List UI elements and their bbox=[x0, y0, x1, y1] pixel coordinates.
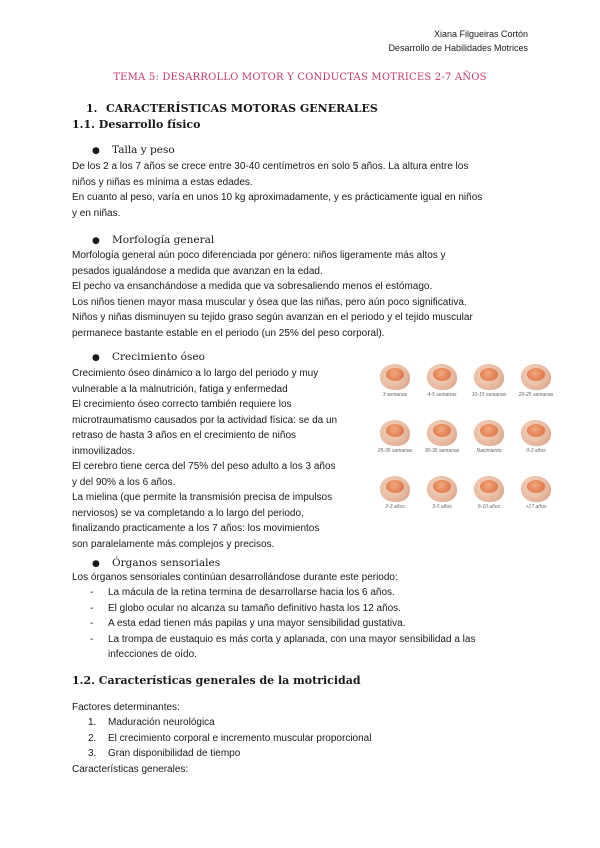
text-line: Factores determinantes: bbox=[72, 702, 180, 713]
factors-list bbox=[88, 715, 371, 762]
list-item: 2. El crecimiento corporal e incremento muscular proporcional bbox=[88, 731, 371, 747]
text-line: y del 90% a los 6 años. bbox=[72, 476, 176, 488]
brain-illustration bbox=[480, 424, 498, 437]
text-line: microtraumatismo causados por la actividad física: se da un bbox=[72, 414, 338, 426]
bullet-label: Morfología general bbox=[112, 234, 215, 246]
list-item: 1. Maduración neurológica bbox=[88, 715, 371, 731]
text-line: y en niñas. bbox=[72, 207, 121, 219]
dash-icon: - bbox=[90, 602, 94, 614]
text-line: nerviosos) se va completando a lo largo del periodo, bbox=[72, 507, 304, 519]
section-1-number: 1. bbox=[86, 102, 98, 115]
figure-caption: 6-10 años bbox=[477, 504, 501, 510]
brain-illustration bbox=[433, 368, 451, 381]
brain-illustration bbox=[527, 368, 545, 381]
dash-icon: - bbox=[90, 633, 94, 645]
figure-caption: 10-15 semanas bbox=[471, 392, 507, 398]
figure-caption: >17 años bbox=[525, 504, 547, 510]
text-line: pesados igualándose a medida que avanzan en la edad. bbox=[72, 265, 323, 277]
bullet-label: Talla y peso bbox=[112, 144, 175, 156]
header-course: Desarrollo de Habilidades Motrices bbox=[388, 43, 528, 53]
text-line: Los niños tienen mayor masa muscular y ósea que las niñas, pero aún poco significativa. bbox=[72, 296, 467, 308]
figure-caption: 3-5 años bbox=[432, 504, 452, 510]
list-item: - La mácula de la retina termina de desarrollarse hacia los 6 años. bbox=[90, 585, 475, 601]
bullet-dot-icon: ● bbox=[92, 236, 100, 246]
figure-caption: 20-25 semanas bbox=[518, 392, 554, 398]
figure-cell bbox=[466, 418, 512, 458]
text-line: Niños y niñas disminuyen su tejido graso según avanzan en el periodo y el tejido muscular bbox=[72, 312, 473, 323]
text-line: retraso de hasta 3 años en el crecimiento de niños bbox=[72, 430, 297, 441]
brain-development-figure bbox=[372, 362, 560, 528]
text-line: son paralelamente más complejos y precisos. bbox=[72, 538, 275, 550]
bullet-morfologia bbox=[92, 234, 214, 246]
bullet-talla-peso bbox=[92, 144, 175, 156]
text-line: Morfología general aún poco diferenciada por género: niños ligeramente más altos y bbox=[72, 250, 446, 261]
figure-caption: 30-35 semanas bbox=[424, 448, 460, 454]
section-1-title: CARACTERÍSTICAS MOTORAS GENERALES bbox=[106, 102, 378, 115]
brain-illustration bbox=[480, 368, 498, 381]
text-line: El pecho va ensanchándose a medida que va sobresaliendo menos el estómago. bbox=[72, 281, 433, 292]
general-label bbox=[72, 762, 532, 778]
paragraph-morfologia bbox=[72, 248, 532, 341]
text-line: vulnerable a la malnutrición, fatiga y enfermedad bbox=[72, 383, 288, 395]
text-line: Los órganos sensoriales continúan desarrollándose durante este periodo: bbox=[72, 572, 398, 583]
list-number: 3. bbox=[88, 748, 97, 759]
figure-cell bbox=[372, 418, 418, 458]
figure-cell bbox=[419, 474, 465, 514]
text-line: El crecimiento óseo correcto también requiere los bbox=[72, 399, 292, 410]
figure-cell bbox=[419, 362, 465, 402]
bullet-label: Crecimiento óseo bbox=[112, 351, 205, 363]
brain-illustration bbox=[386, 368, 404, 381]
paragraph-talla-peso bbox=[72, 159, 532, 221]
text-line: En cuanto al peso, varía en unos 10 kg aproximadamente, y es prácticamente igual en niños bbox=[72, 192, 483, 203]
figure-caption: 2-3 años bbox=[385, 504, 405, 510]
document-title: TEMA 5: DESARROLLO MOTOR Y CONDUCTAS MOTRICES 2-7 AÑOS bbox=[113, 72, 487, 83]
figure-cell bbox=[372, 474, 418, 514]
list-number: 2. bbox=[88, 732, 97, 744]
dash-icon: - bbox=[90, 618, 94, 629]
section-1-2-heading: 1.2. Características generales de la motricidad bbox=[72, 674, 361, 687]
figure-cell bbox=[513, 418, 559, 458]
text-line: El cerebro tiene cerca del 75% del peso adulto a los 3 años bbox=[72, 461, 336, 472]
brain-illustration bbox=[527, 424, 545, 437]
bullet-organos bbox=[92, 557, 220, 569]
text-line: Crecimiento óseo dinámico a lo largo del periodo y muy bbox=[72, 368, 319, 379]
header-author: Xiana Filgueiras Cortón bbox=[433, 29, 528, 39]
organos-list bbox=[90, 585, 475, 663]
text-line: inmovilizados. bbox=[72, 445, 135, 457]
text-line: La mielina (que permite la transmisión precisa de impulsos bbox=[72, 492, 333, 503]
figure-cell bbox=[513, 362, 559, 402]
brain-illustration bbox=[433, 424, 451, 437]
section-1-1-heading: 1.1. Desarrollo físico bbox=[72, 118, 201, 131]
list-item: 3. Gran disponibilidad de tiempo bbox=[88, 746, 371, 762]
paragraph-crecimiento bbox=[72, 366, 372, 552]
organos-intro bbox=[72, 570, 532, 586]
dash-icon: - bbox=[90, 587, 94, 598]
list-item-continuation: infecciones de oído. bbox=[108, 649, 197, 660]
text-line: finalizando practicamente a los 7 años: los movimientos bbox=[72, 523, 320, 534]
figure-caption: 3 semanas bbox=[382, 392, 408, 398]
figure-cell bbox=[513, 474, 559, 514]
bullet-dot-icon: ● bbox=[92, 146, 100, 156]
section-1-heading bbox=[86, 102, 378, 115]
brain-illustration bbox=[386, 424, 404, 437]
list-number: 1. bbox=[88, 717, 97, 728]
bullet-label: Órganos sensoriales bbox=[112, 557, 221, 569]
figure-caption: 0-3 años bbox=[526, 448, 546, 454]
list-item: - A esta edad tienen más papilas y una mayor sensibilidad gustativa. bbox=[90, 616, 475, 632]
brain-illustration bbox=[527, 480, 545, 493]
figure-cell bbox=[466, 362, 512, 402]
figure-caption: 25-35 semanas bbox=[377, 448, 413, 454]
bullet-dot-icon: ● bbox=[92, 559, 100, 569]
factors-label bbox=[72, 700, 532, 716]
figure-cell bbox=[466, 474, 512, 514]
list-item: - El globo ocular no alcanza su tamaño definitivo hasta los 12 años. bbox=[90, 601, 475, 617]
figure-caption: Nacimiento bbox=[476, 448, 502, 454]
brain-illustration bbox=[433, 480, 451, 493]
text-line: De los 2 a los 7 años se crece entre 30-40 centímetros en solo 5 años. La altura entre los bbox=[72, 161, 469, 172]
brain-illustration bbox=[480, 480, 498, 493]
figure-cell bbox=[419, 418, 465, 458]
text-line: niños y niñas es mínima a estas edades. bbox=[72, 176, 253, 188]
text-line: permanece bastante estable en el periodo (un 25% del peso corporal). bbox=[72, 327, 385, 339]
figure-cell bbox=[372, 362, 418, 402]
list-item: - La trompa de eustaquio es más corta y aplanada, con una mayor sensibilidad a las bbox=[90, 632, 475, 648]
text-line: Características generales: bbox=[72, 764, 189, 775]
brain-illustration bbox=[386, 480, 404, 493]
bullet-dot-icon: ● bbox=[92, 353, 100, 363]
figure-caption: 4-5 semanas bbox=[427, 392, 457, 398]
bullet-crecimiento bbox=[92, 351, 205, 363]
